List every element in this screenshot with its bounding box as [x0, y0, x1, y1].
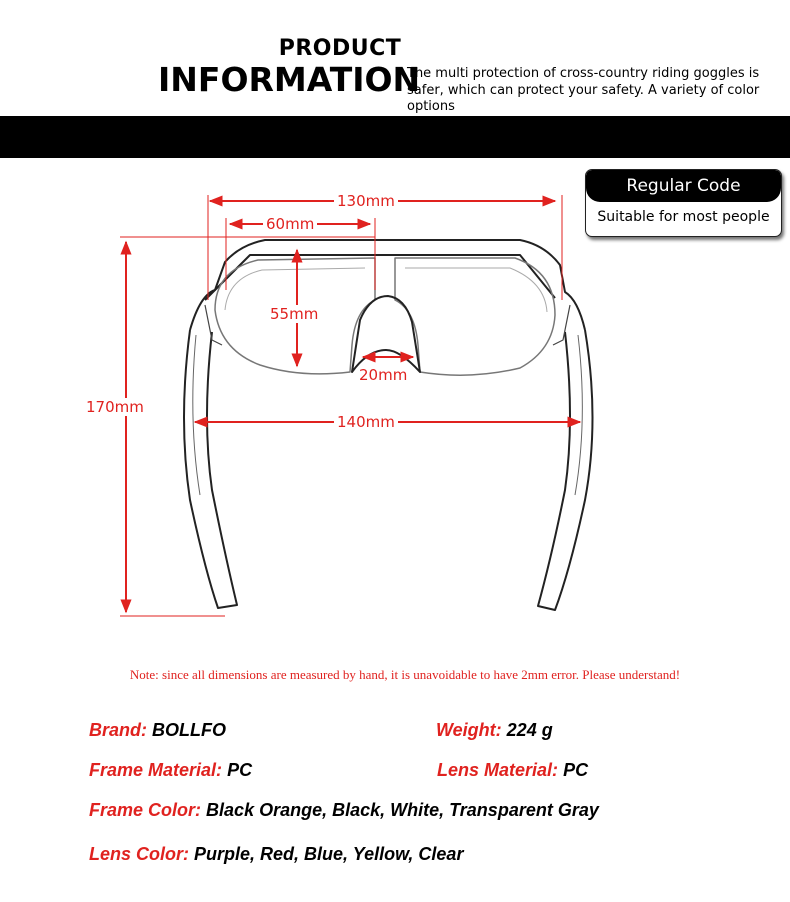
- header-title-main: INFORMATION: [158, 60, 421, 99]
- spec-frame-color: [89, 800, 599, 821]
- dim-inner-width: 140mm: [334, 413, 398, 431]
- dim-lens-width: 60mm: [263, 215, 317, 233]
- header-title-top: PRODUCT: [278, 36, 402, 61]
- spec-brand-value: BOLLFO: [152, 720, 227, 740]
- spec-brand: [89, 720, 226, 741]
- spec-frame-material: [89, 760, 252, 781]
- spec-lens-material: [437, 760, 588, 781]
- spec-lens-material-value: PC: [563, 760, 589, 780]
- spec-frame-color-value: Black Orange, Black, White, Transparent Gray: [206, 800, 599, 820]
- spec-frame-material-label: Frame Material:: [89, 760, 223, 780]
- header-divider-bar: [0, 116, 790, 158]
- dim-bridge: 20mm: [359, 366, 408, 384]
- dim-total-width: 130mm: [334, 192, 398, 210]
- spec-frame-color-label: Frame Color:: [89, 800, 202, 820]
- spec-weight-label: Weight:: [436, 720, 502, 740]
- glasses-diagram: [0, 160, 790, 620]
- measurement-note: Note: since all dimensions are measured by hand, it is unavoidable to have 2mm error. Please understand!: [129, 667, 681, 682]
- spec-lens-color: [89, 844, 463, 865]
- spec-lens-material-label: Lens Material:: [437, 760, 559, 780]
- spec-lens-color-label: Lens Color:: [89, 844, 190, 864]
- badge-title: Regular Code: [586, 170, 781, 202]
- spec-frame-material-value: PC: [227, 760, 253, 780]
- spec-brand-label: Brand:: [89, 720, 147, 740]
- badge-subtitle: Suitable for most people: [597, 209, 770, 225]
- spec-weight-value: 224 g: [506, 720, 553, 740]
- header-description: The multi protection of cross-country riding goggles is safer, which can protect your safety. A variety of color options: [407, 66, 760, 114]
- dim-lens-height: 55mm: [267, 305, 321, 323]
- spec-lens-color-value: Purple, Red, Blue, Yellow, Clear: [194, 844, 464, 864]
- dim-temple-length: 170mm: [83, 398, 147, 416]
- spec-weight: [436, 720, 553, 741]
